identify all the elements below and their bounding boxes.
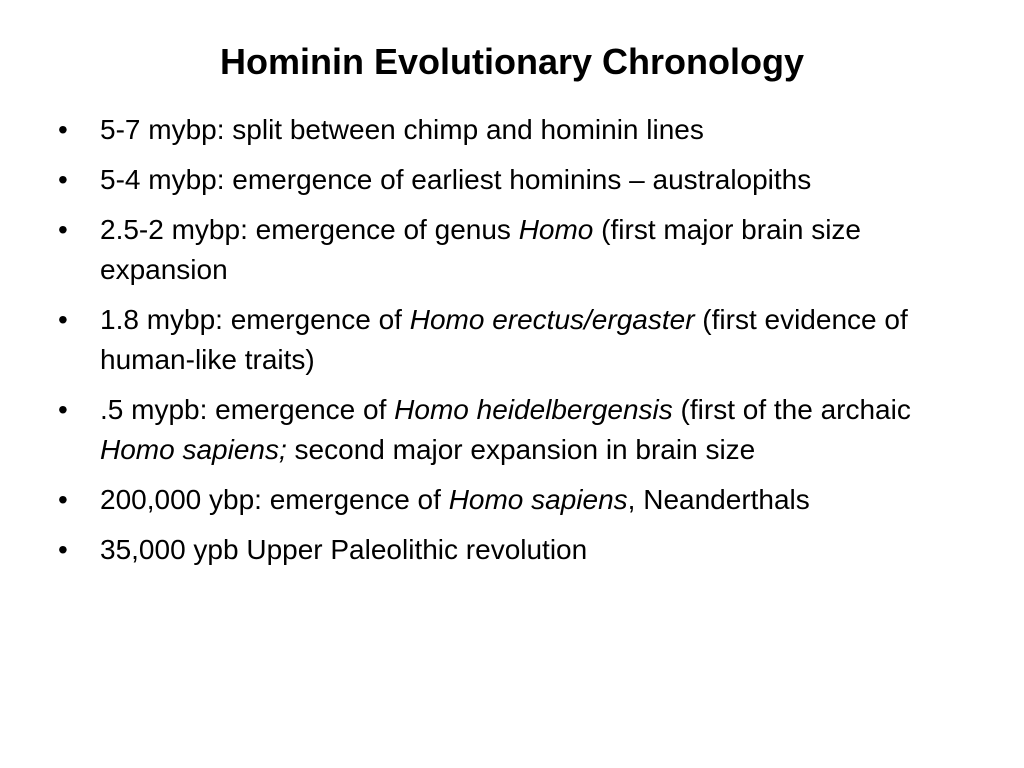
bullet-text bbox=[100, 304, 908, 375]
bullet-item bbox=[58, 480, 978, 520]
text-segment: , Neanderthals bbox=[627, 484, 810, 515]
italic-segment: Homo heidelbergensis bbox=[394, 394, 673, 425]
text-segment: 2.5-2 mybp: emergence of genus bbox=[100, 214, 519, 245]
text-segment: (first evidence of human-like traits) bbox=[100, 304, 908, 375]
bullet-item bbox=[58, 390, 978, 470]
bullet-marker: • bbox=[58, 394, 68, 425]
text-segment: (first of the archaic bbox=[672, 394, 911, 425]
bullet-marker: • bbox=[58, 114, 68, 145]
text-segment: 1.8 mybp: emergence of bbox=[100, 304, 410, 335]
bullet-list bbox=[58, 110, 978, 580]
text-segment: (first major brain size expansion bbox=[100, 214, 862, 285]
text-segment: .5 mypb: emergence of bbox=[100, 394, 395, 425]
bullet-marker: • bbox=[58, 164, 68, 195]
bullet-marker: • bbox=[58, 534, 68, 565]
italic-segment: Homo bbox=[518, 214, 594, 245]
bullet-text bbox=[100, 484, 810, 515]
bullet-marker: • bbox=[58, 214, 68, 245]
bullet-item bbox=[58, 160, 978, 200]
text-segment: 35,000 ypb Upper Paleolithic revolution bbox=[100, 534, 588, 565]
bullet-text bbox=[100, 214, 861, 285]
bullet-text bbox=[100, 164, 811, 195]
text-segment: 5-4 mybp: emergence of earliest hominins – australopiths bbox=[100, 164, 812, 195]
text-segment: 200,000 ybp: emergence of bbox=[100, 484, 449, 515]
bullet-marker: • bbox=[58, 304, 68, 335]
bullet-item bbox=[58, 300, 978, 380]
text-segment: second major expansion in brain size bbox=[286, 434, 756, 465]
bullet-item bbox=[58, 210, 978, 290]
text-segment: 5-7 mybp: split between chimp and hominin lines bbox=[100, 114, 704, 145]
bullet-text bbox=[100, 114, 704, 145]
bullet-text bbox=[100, 534, 587, 565]
bullet-item bbox=[58, 110, 978, 150]
italic-segment: Homo erectus/ergaster bbox=[409, 304, 695, 335]
bullet-item bbox=[58, 530, 978, 570]
italic-segment: Homo sapiens bbox=[448, 484, 628, 515]
slide-title: Hominin Evolutionary Chronology bbox=[220, 41, 804, 82]
italic-segment: Homo sapiens; bbox=[100, 434, 287, 465]
bullet-text bbox=[100, 394, 911, 465]
bullet-marker: • bbox=[58, 484, 68, 515]
